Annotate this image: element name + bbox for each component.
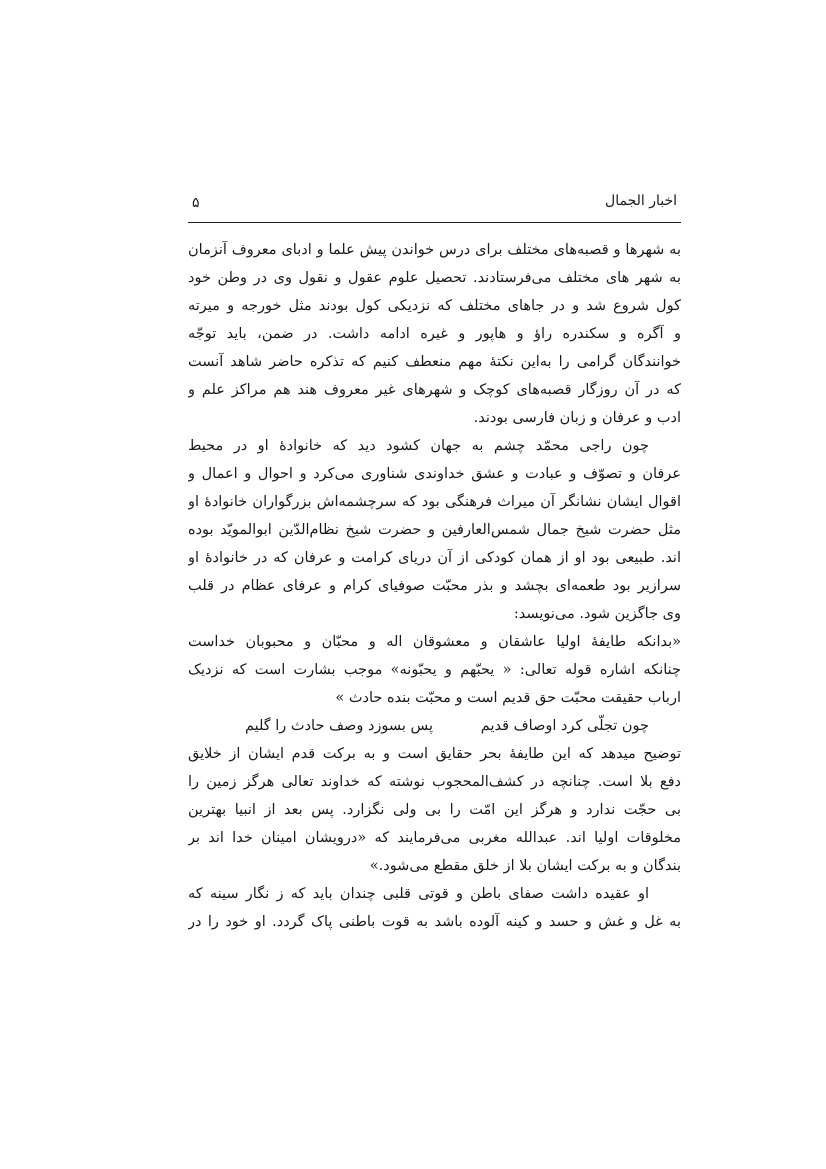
text-line: «بدانکه طایفهٔ اولیا عاشقان و معشوقان اله و محبّان و محبوبان خداست [188,634,681,650]
text-line: که در آن روزگار قصبه‌های کوچک و شهرهای غیر معروف هند هم مراکز علم و [188,382,681,398]
text-line: ادب و عرفان و زبان فارسی بودند. [473,410,681,426]
verse-second-hemistich: پس بسوزد وصف حادث را گلیم [244,718,433,734]
text-line: مخلوقات اولیا اند. عبدالله مغربی می‌فرمایند که «درویشان امینان خدا اند بر [188,830,681,846]
text-line: مثل حضرت شیخ جمال شمس‌العارفین و حضرت شیخ نظام‌الدّین ابوالمویّد بوده [188,522,681,538]
text-line: وی جاگزین شود. می‌نویسد: [513,606,681,622]
text-line: و آگره و سکندره راؤ و هاپور و غیره ادامه داشت. در ضمن، باید توجّه [188,326,681,342]
page-header [188,188,681,223]
text-line: خوانندگان گرامی را به‌این نکتهٔ مهم منعطف کنیم که تذکره حاضر شاهد آنست [188,354,681,370]
text-line: ارباب حقیقت محبّت حق قدیم است و محبّت بنده حادث » [335,690,681,706]
text-line: بی حجّت ندارد و هرگز این امّت را بی ولی نگزارد. پس بعد از انبیا بهترین [188,802,681,818]
verse-first-hemistich: چون تجلّی کرد اوصاف قدیم [480,718,649,734]
text-line: بندگان و به برکت ایشان بلا از خلق مقطع می‌شود.» [369,858,681,874]
page-number: ۵ [192,195,200,211]
text-line: او عقیده داشت صفای باطن و قوتی قلبی چندان باید که ز نگار سینه که [188,886,649,902]
text-line: کول شروع شد و در جاهای مختلف که نزدیکی کول بودند مثل خورجه و میرته [188,298,681,314]
body-text [188,236,681,936]
text-line: چون راجی محمّد چشم به جهان کشود دید که خانوادهٔ او در محیط [188,438,649,454]
running-title: اخبار الجمال [605,193,677,209]
text-line: چنانکه اشاره قوله تعالی: « یحبّهم و یحبّونه» موجب بشارت است که نزدیک [188,662,681,678]
text-line: سرازیر بود طعمه‌ای بچشد و بذر محبّت صوفیای کرام و عرفای عظام در قلب [188,578,681,594]
text-line: به شهرها و قصبه‌های مختلف برای درس خواندن پیش علما و ادبای معروف آنزمان [188,242,681,258]
text-line: اقوال ایشان نشانگر آن میراث فرهنگی بود که سرچشمه‌اش بزرگواران خانوادهٔ او [188,494,681,510]
text-line: به غل و غش و حسد و کینه آلوده باشد به قوت باطنی پاک گردد. او خود را در [188,914,681,930]
text-line: دفع بلا است. چنانچه در کشف‌المحجوب نوشته که خداوند تعالی هرگز زمین را [188,774,681,790]
text-line: اند. طبیعی بود او از همان کودکی از آن دریای کرامت و عرفان که در خانوادهٔ او [188,550,681,566]
text-line: به شهر های مختلف می‌فرستادند. تحصیل علوم عقول و نقول وی در وطن خود [188,270,681,286]
verse [188,712,681,740]
text-line: توضیح میدهد که این طایفهٔ بحر حقایق است و به برکت قدم ایشان از خلایق [188,746,681,762]
text-line: عرفان و تصوّف و عبادت و عشق خداوندی شناوری می‌کرد و احوال و اعمال و [188,466,681,482]
